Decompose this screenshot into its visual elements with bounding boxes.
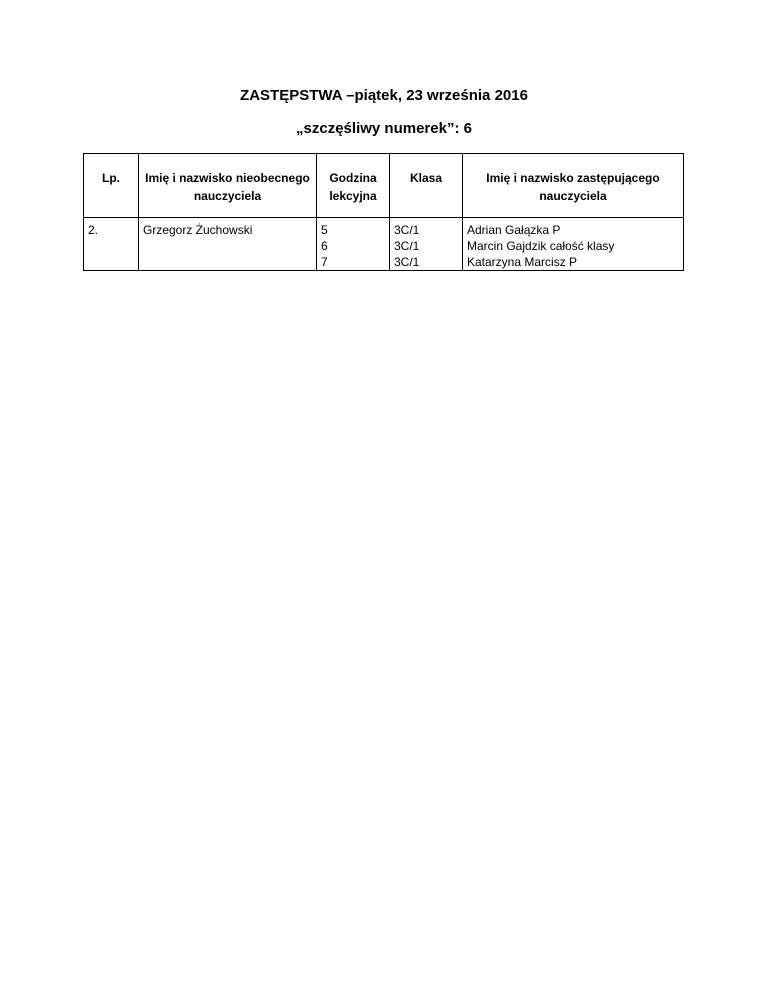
lesson-hour: 5 — [321, 223, 328, 237]
lesson-hour: 7 — [321, 255, 328, 269]
header-absent-teacher: Imię i nazwisko nieobecnego nauczyciela — [139, 154, 317, 218]
cell-lp: 2. — [84, 218, 139, 271]
substitutions-table — [83, 153, 684, 271]
substitute-teacher: Adrian Gałązka P — [467, 223, 561, 237]
substitute-teacher: Katarzyna Marcisz P — [467, 255, 578, 269]
lesson-class: 3C/1 — [394, 223, 420, 237]
header-substitute-teacher: Imię i nazwisko zastępującego nauczyciela — [463, 154, 684, 218]
lucky-number: „szczęśliwy numerek”: 6 — [296, 120, 472, 137]
cell-absent-teacher: Grzegorz Żuchowski — [139, 218, 317, 271]
page-title: ZASTĘPSTWA –piątek, 23 września 2016 — [240, 87, 528, 104]
cell-lesson-hours — [317, 218, 390, 271]
header-lesson-hour: Godzina lekcyjna — [317, 154, 390, 218]
substitute-teacher: Marcin Gajdzik całość klasy — [467, 239, 615, 253]
cell-classes — [390, 218, 463, 271]
lesson-hour: 6 — [321, 239, 328, 253]
header-lp: Lp. — [84, 154, 139, 218]
lesson-class: 3C/1 — [394, 239, 420, 253]
table-header-row — [84, 154, 684, 218]
cell-substitutes — [463, 218, 684, 271]
lesson-class: 3C/1 — [394, 255, 420, 269]
header-class: Klasa — [390, 154, 463, 218]
table-row — [84, 218, 684, 271]
